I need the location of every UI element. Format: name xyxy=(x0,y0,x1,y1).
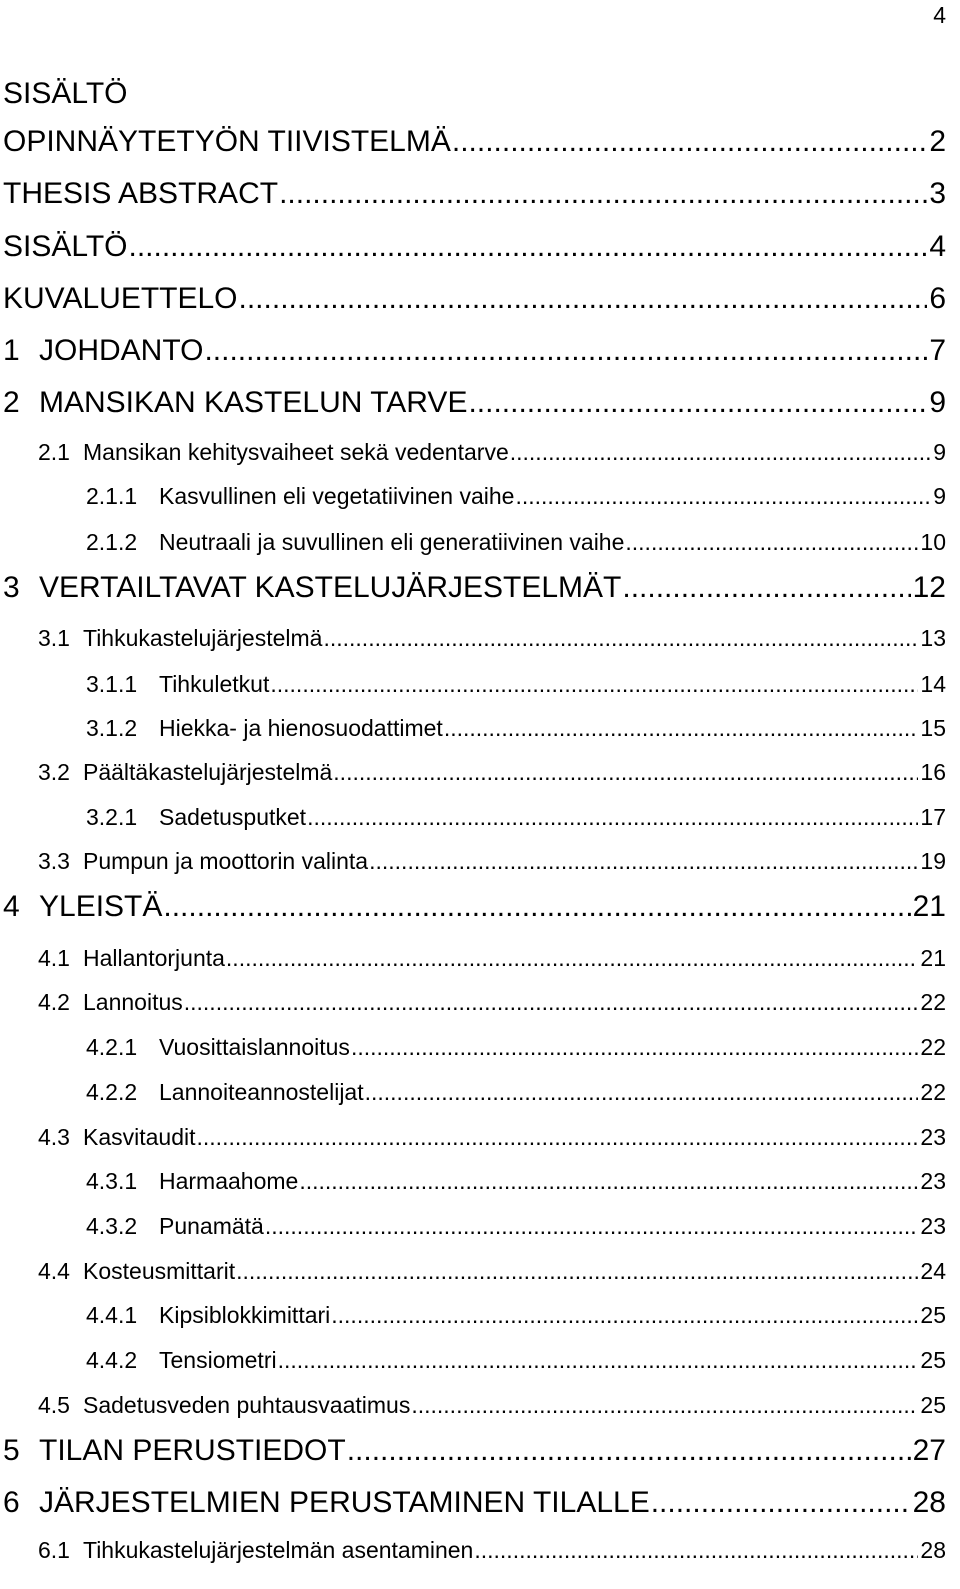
toc-entry[interactable] xyxy=(3,279,946,319)
toc-entry-label: KUVALUETTELO xyxy=(3,282,238,315)
toc-entry-label: Lannoitus xyxy=(83,989,183,1015)
toc-entry-label: Hallantorjunta xyxy=(83,945,225,971)
toc-entry-page: 9 xyxy=(929,386,946,419)
toc-entry-number: 5 xyxy=(3,1434,20,1467)
toc-entry-label: JOHDANTO xyxy=(39,334,204,367)
toc-entry-label: Punamätä xyxy=(159,1213,264,1239)
toc-entry-page: 10 xyxy=(920,529,946,555)
toc-entry-number: 3.3 xyxy=(38,848,70,874)
toc-entry-number: 3.2 xyxy=(38,759,70,785)
toc-entry-number: 4.3.2 xyxy=(86,1213,138,1239)
toc-entry[interactable] xyxy=(3,1483,946,1523)
toc-entry[interactable] xyxy=(3,1121,946,1153)
dot-leader xyxy=(625,526,918,558)
toc-entry-number: 3.2.1 xyxy=(86,804,138,830)
toc-entry-label: Harmaahome xyxy=(159,1168,299,1194)
toc-entry-label: Sadetusveden puhtausvaatimus xyxy=(83,1392,411,1418)
toc-entry[interactable] xyxy=(3,801,946,833)
toc-entry-number: 6.1 xyxy=(38,1537,70,1563)
toc-entry-page: 28 xyxy=(920,1537,946,1563)
toc-entry-page: 25 xyxy=(920,1392,946,1418)
toc-entry-page: 17 xyxy=(920,804,946,830)
toc-entry[interactable] xyxy=(3,887,946,927)
toc-entry[interactable] xyxy=(3,622,946,654)
toc-entry-page: 2 xyxy=(929,125,946,158)
toc-entry-label: MANSIKAN KASTELUN TARVE xyxy=(39,386,468,419)
toc-entry[interactable] xyxy=(3,122,946,162)
page-number: 4 xyxy=(933,2,946,28)
toc-entry[interactable] xyxy=(3,174,946,214)
toc-entry-page: 3 xyxy=(929,177,946,210)
toc-entry-number: 4.2.1 xyxy=(86,1034,138,1060)
toc-entry-page: 15 xyxy=(920,715,946,741)
toc-entry[interactable] xyxy=(3,1210,946,1242)
toc-entry-number: 6 xyxy=(3,1486,20,1519)
toc-entry[interactable] xyxy=(3,526,946,558)
toc-entry[interactable] xyxy=(3,712,946,744)
toc-entry-label: Kasvitaudit xyxy=(83,1124,196,1150)
toc-entry-number: 3 xyxy=(3,571,20,604)
toc-entry-number: 4.4.2 xyxy=(86,1347,138,1373)
toc-entry-label: VERTAILTAVAT KASTELUJÄRJESTELMÄT xyxy=(39,571,622,604)
toc-entry-page: 28 xyxy=(912,1486,946,1519)
dot-leader xyxy=(468,383,927,423)
toc-entry-label: JÄRJESTELMIEN PERUSTAMINEN TILALLE xyxy=(39,1486,650,1519)
toc-entry-label: Neutraali ja suvullinen eli generatiivinen vaihe xyxy=(159,529,625,555)
toc-entry[interactable] xyxy=(3,383,946,423)
toc-entry-page: 14 xyxy=(920,671,946,697)
dot-leader xyxy=(278,1344,919,1376)
toc-entry-number: 2.1.2 xyxy=(86,529,138,555)
dot-leader xyxy=(515,480,931,512)
dot-leader xyxy=(270,668,918,700)
toc-entry-label: Kasvullinen eli vegetatiivinen vaihe xyxy=(159,483,515,509)
toc-entry[interactable] xyxy=(3,1255,946,1287)
toc-entry-page: 9 xyxy=(933,439,946,465)
dot-leader xyxy=(369,845,918,877)
toc-entry-number: 4.4 xyxy=(38,1258,70,1284)
dot-leader xyxy=(197,1121,919,1153)
toc-entry[interactable] xyxy=(3,986,946,1018)
toc-entry-number: 2 xyxy=(3,386,20,419)
dot-leader xyxy=(622,568,910,608)
toc-entry-page: 13 xyxy=(920,625,946,651)
toc-entry[interactable] xyxy=(3,845,946,877)
toc-entry-page: 21 xyxy=(920,945,946,971)
toc-entry-number: 2.1 xyxy=(38,439,70,465)
toc-entry-number: 1 xyxy=(3,334,20,367)
toc-entry-page: 23 xyxy=(920,1168,946,1194)
dot-leader xyxy=(444,712,919,744)
toc-entry-page: 25 xyxy=(920,1347,946,1373)
dot-leader xyxy=(411,1389,918,1421)
dot-leader xyxy=(226,942,918,974)
dot-leader xyxy=(347,1431,911,1471)
toc-entry-page: 19 xyxy=(920,848,946,874)
toc-entry-label: SISÄLTÖ xyxy=(3,230,128,263)
dot-leader xyxy=(452,122,927,162)
dot-leader xyxy=(307,801,918,833)
toc-title: SISÄLTÖ xyxy=(3,77,128,110)
toc-entry[interactable] xyxy=(3,480,946,512)
toc-entry-number: 4.1 xyxy=(38,945,70,971)
dot-leader xyxy=(299,1165,918,1197)
dot-leader xyxy=(323,622,918,654)
toc-entry-label: Vuosittaislannoitus xyxy=(159,1034,350,1060)
toc-entry[interactable] xyxy=(3,1076,946,1108)
toc-entry[interactable] xyxy=(3,227,946,267)
toc-entry-number: 4 xyxy=(3,890,20,923)
toc-entry-number: 4.4.1 xyxy=(86,1302,138,1328)
toc-entry-page: 22 xyxy=(920,1079,946,1105)
toc-entry-label: Päältäkastelujärjestelmä xyxy=(83,759,333,785)
toc-entry-number: 4.3 xyxy=(38,1124,70,1150)
dot-leader xyxy=(331,1299,918,1331)
toc-entry-page: 22 xyxy=(920,1034,946,1060)
toc-entry-page: 22 xyxy=(920,989,946,1015)
toc-entry-page: 7 xyxy=(929,334,946,367)
toc-entry-page: 24 xyxy=(920,1258,946,1284)
toc-entry-label: YLEISTÄ xyxy=(39,890,163,923)
table-of-contents xyxy=(3,0,946,1589)
toc-entry-label: Kosteusmittarit xyxy=(83,1258,236,1284)
toc-entry-number: 3.1 xyxy=(38,625,70,651)
toc-entry-label: Pumpun ja moottorin valinta xyxy=(83,848,369,874)
toc-entry-label: TILAN PERUSTIEDOT xyxy=(39,1434,346,1467)
toc-entry-page: 25 xyxy=(920,1302,946,1328)
dot-leader xyxy=(239,279,928,319)
toc-entry[interactable] xyxy=(3,756,946,788)
toc-entry-page: 12 xyxy=(912,571,946,604)
toc-entry-label: THESIS ABSTRACT xyxy=(3,177,279,210)
toc-entry-page: 6 xyxy=(929,282,946,315)
toc-entry[interactable] xyxy=(3,1299,946,1331)
toc-entry[interactable] xyxy=(3,436,946,468)
toc-entry-label: Tensiometri xyxy=(159,1347,277,1373)
toc-entry-number: 3.1.2 xyxy=(86,715,138,741)
toc-entry[interactable] xyxy=(3,568,946,608)
toc-entry[interactable] xyxy=(3,1031,946,1063)
dot-leader xyxy=(279,174,927,214)
toc-entry-label: Hiekka- ja hienosuodattimet xyxy=(159,715,443,741)
dot-leader xyxy=(474,1534,918,1566)
toc-entry-page: 27 xyxy=(912,1434,946,1467)
toc-entry-page: 23 xyxy=(920,1213,946,1239)
dot-leader xyxy=(351,1031,918,1063)
toc-entry[interactable] xyxy=(3,1344,946,1376)
toc-entry-label: Lannoiteannostelijat xyxy=(159,1079,364,1105)
toc-entry-page: 9 xyxy=(933,483,946,509)
toc-entry-number: 3.1.1 xyxy=(86,671,138,697)
toc-entry[interactable] xyxy=(3,1165,946,1197)
dot-leader xyxy=(204,331,927,371)
toc-entry-label: OPINNÄYTETYÖN TIIVISTELMÄ xyxy=(3,125,451,158)
toc-entry[interactable] xyxy=(3,1534,946,1566)
dot-leader xyxy=(163,887,910,927)
toc-entry[interactable] xyxy=(3,942,946,974)
toc-entry[interactable] xyxy=(3,1389,946,1421)
toc-entry-number: 4.2 xyxy=(38,989,70,1015)
dot-leader xyxy=(510,436,931,468)
toc-entry-page: 21 xyxy=(912,890,946,923)
toc-entry-label: Kipsiblokkimittari xyxy=(159,1302,331,1328)
toc-entry-label: Mansikan kehitysvaiheet sekä vedentarve xyxy=(83,439,509,465)
dot-leader xyxy=(365,1076,919,1108)
toc-entry-page: 16 xyxy=(920,759,946,785)
toc-entry[interactable] xyxy=(3,331,946,371)
dot-leader xyxy=(651,1483,911,1523)
toc-entry-label: Tihkuletkut xyxy=(159,671,270,697)
dot-leader xyxy=(128,227,927,267)
dot-leader xyxy=(236,1255,918,1287)
dot-leader xyxy=(333,756,918,788)
toc-entry-number: 4.5 xyxy=(38,1392,70,1418)
dot-leader xyxy=(265,1210,919,1242)
toc-entry-page: 4 xyxy=(929,230,946,263)
toc-entry[interactable] xyxy=(3,1431,946,1471)
toc-entry-page: 23 xyxy=(920,1124,946,1150)
toc-entry-number: 2.1.1 xyxy=(86,483,138,509)
toc-entry[interactable] xyxy=(3,668,946,700)
toc-entry-label: Sadetusputket xyxy=(159,804,307,830)
toc-entry-number: 4.3.1 xyxy=(86,1168,138,1194)
dot-leader xyxy=(184,986,919,1018)
toc-entry-label: Tihkukastelujärjestelmän asentaminen xyxy=(83,1537,474,1563)
toc-entry-label: Tihkukastelujärjestelmä xyxy=(83,625,323,651)
toc-entry-number: 4.2.2 xyxy=(86,1079,138,1105)
